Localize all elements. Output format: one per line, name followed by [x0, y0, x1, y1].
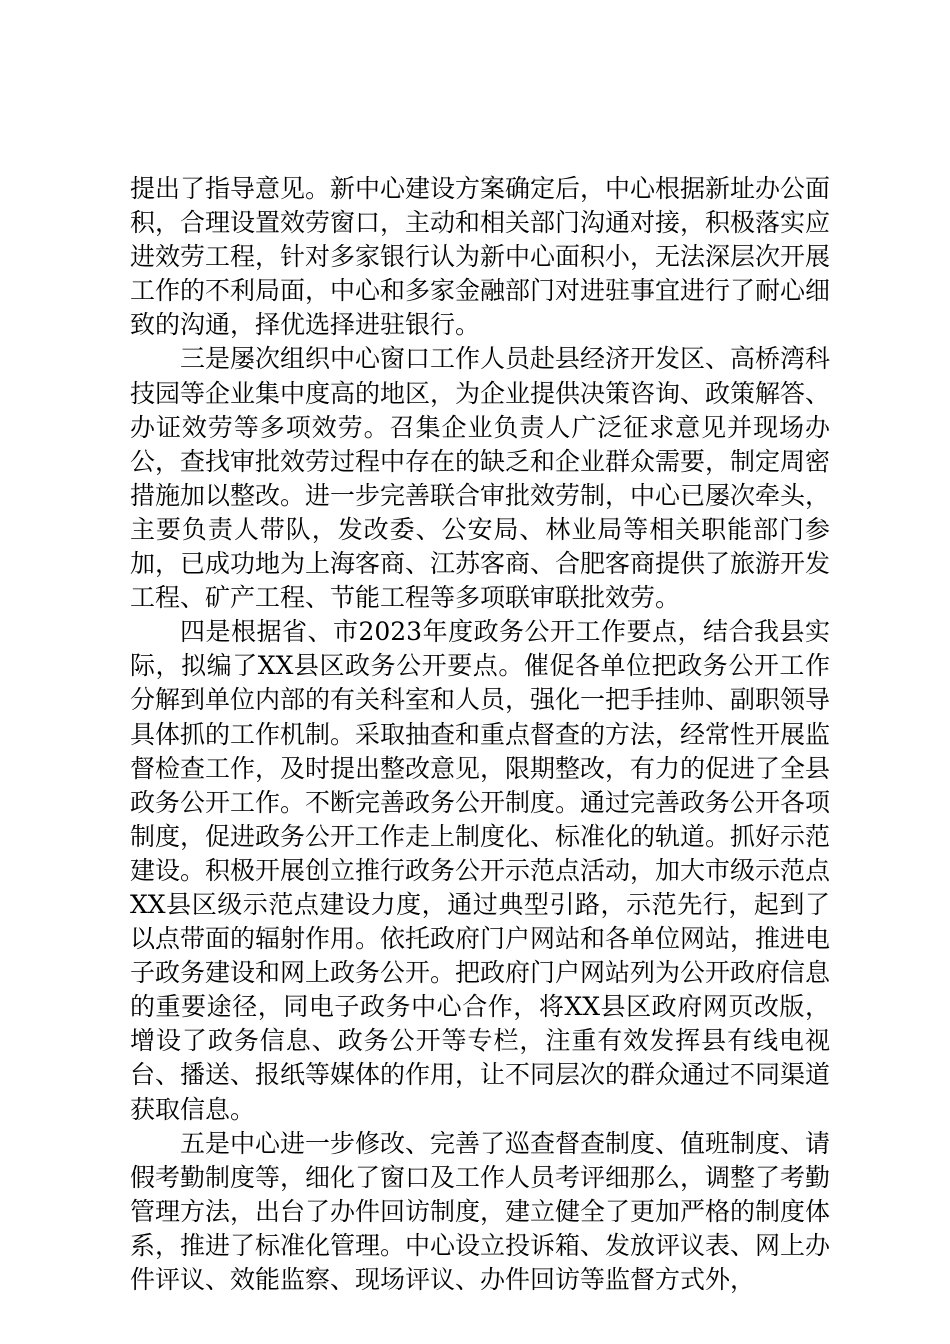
paragraph-continuation: 提出了指导意见。新中心建设方案确定后，中心根据新址办公面积，合理设置效劳窗口，主动和相关部门沟通对接，积极落实应进效劳工程，针对多家银行认为新中心面积小，无法深层次开展工作的不利局面，中心和多家金融部门对进驻事宜进行了耐心细致的沟通，择优选择进驻银行。	[130, 174, 831, 340]
paragraph-four: 四是根据省、市2023年度政务公开工作要点，结合我县实际，拟编了XX县区政务公开要点。催促各单位把政务公开工作分解到单位内部的有关科室和人员，强化一把手挂帅、副职领导具体抓的工作机制。采取抽查和重点督查的方法，经常性开展监督检查工作，及时提出整改意见，限期整改，有力的促进了全县政务公开工作。不断完善政务公开制度。通过完善政务公开各项制度，促进政务公开工作走上制度化、标准化的轨道。抓好示范建设。积极开展创立推行政务公开示范点活动，加大市级示范点XX县区级示范点建设力度，通过典型引路，示范先行，起到了以点带面的辐射作用。依托政府门户网站和各单位网站，推进电子政务建设和网上政务公开。把政府门户网站列为公开政府信息的重要途径，同电子政务中心合作，将XX县区政府网页改版，增设了政务信息、政务公开等专栏，注重有效发挥县有线电视台、播送、报纸等媒体的作用，让不同层次的群众通过不同渠道获取信息。	[130, 617, 831, 1124]
paragraph-three: 三是屡次组织中心窗口工作人员赴县经济开发区、高桥湾科技园等企业集中度高的地区，为企业提供决策咨询、政策解答、办证效劳等多项效劳。召集企业负责人广泛征求意见并现场办公，查找审批效劳过程中存在的缺乏和企业群众需要，制定周密措施加以整改。进一步完善联合审批效劳制，中心已屡次牵头，主要负责人带队，发改委、公安局、林业局等相关职能部门参加，已成功地为上海客商、江苏客商、合肥客商提供了旅游开发工程、矿产工程、节能工程等多项联审联批效劳。	[130, 344, 831, 613]
paragraph-five: 五是中心进一步修改、完善了巡查督查制度、值班制度、请假考勤制度等，细化了窗口及工作人员考评细那么，调整了考勤管理方法，出台了办件回访制度，建立健全了更加严格的制度体系，推进了标准化管理。中心设立投诉箱、发放评议表、网上办件评议、效能监察、现场评议、办件回访等监督方式外，	[130, 1128, 831, 1294]
document-body	[130, 172, 830, 1297]
